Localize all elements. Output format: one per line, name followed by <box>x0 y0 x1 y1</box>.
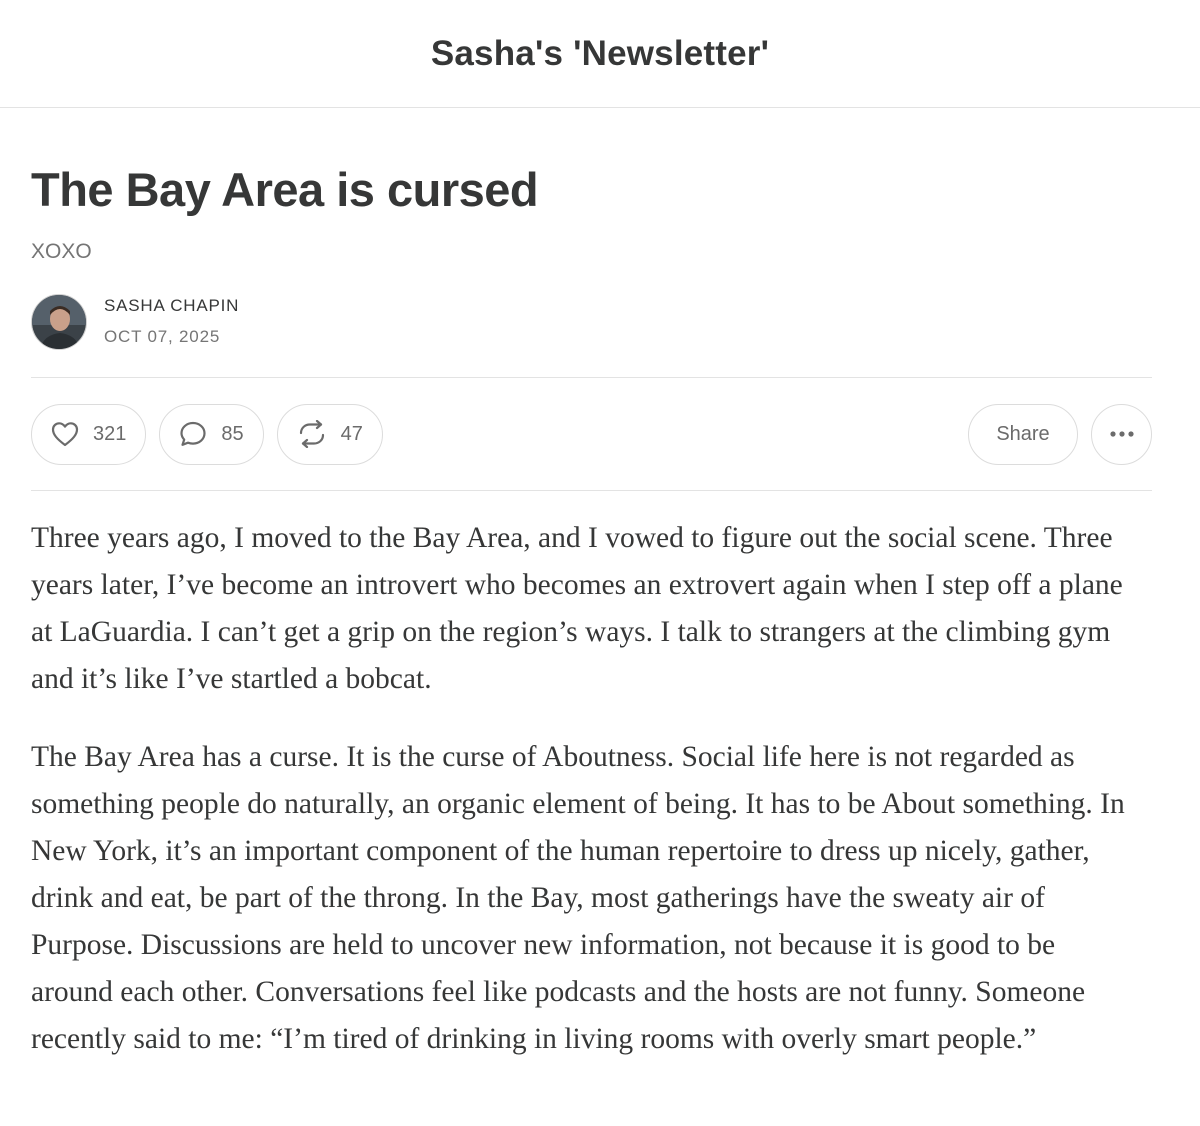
restack-button[interactable] <box>277 404 383 465</box>
author-avatar-photo <box>32 295 87 350</box>
like-count: 321 <box>93 422 127 445</box>
publication-name[interactable]: Sasha's 'Newsletter' <box>430 33 770 73</box>
post-title: The Bay Area is cursed <box>31 163 539 216</box>
comment-button[interactable] <box>159 404 263 465</box>
body-paragraph: The Bay Area has a curse. It is the curse of Aboutness. Social life here is not regarded as something people do naturally, an organic element of being. It has to be About something. In New York, it’s an important component of the human repertoire to dress up nicely, gather, drink and eat, be part of the throng. In the Bay, most gatherings have the sweaty air of Purpose. Discussions are held to uncover new information, not because it is good to be around each other. Conversations feel like podcasts and the hosts are not funny. Someone recently said to me: “I’m tired of drinking in living rooms with overly smart people.” <box>31 740 1125 1055</box>
author-name[interactable]: SASHA CHAPIN <box>104 296 240 316</box>
ellipsis-icon <box>1109 430 1135 438</box>
restack-arrows-icon <box>297 420 327 448</box>
restack-count: 47 <box>340 422 363 445</box>
comment-count: 85 <box>221 422 244 445</box>
byline-text <box>104 296 239 347</box>
post-container <box>0 164 1200 1063</box>
more-options-button[interactable] <box>1091 404 1152 465</box>
like-button[interactable] <box>31 404 146 465</box>
post-body <box>31 515 1152 1063</box>
author-avatar[interactable] <box>31 294 87 350</box>
heart-icon <box>51 421 79 447</box>
body-paragraph: Three years ago, I moved to the Bay Area, and I vowed to figure out the social scene. Three years later, I’ve become an introvert who becomes an extrovert again when I step off a plane at LaGuardia. I can’t get a grip on the region’s ways. I talk to strangers at the climbing gym and it’s like I’ve startled a bobcat. <box>31 521 1123 695</box>
post-subtitle: XOXO <box>31 239 92 263</box>
byline <box>31 294 1152 378</box>
post-actions-bar <box>31 378 1152 491</box>
post-date: OCT 07, 2025 <box>104 327 221 347</box>
comment-bubble-icon <box>179 420 207 448</box>
share-button[interactable]: Share <box>968 404 1078 465</box>
publication-header <box>0 0 1200 108</box>
